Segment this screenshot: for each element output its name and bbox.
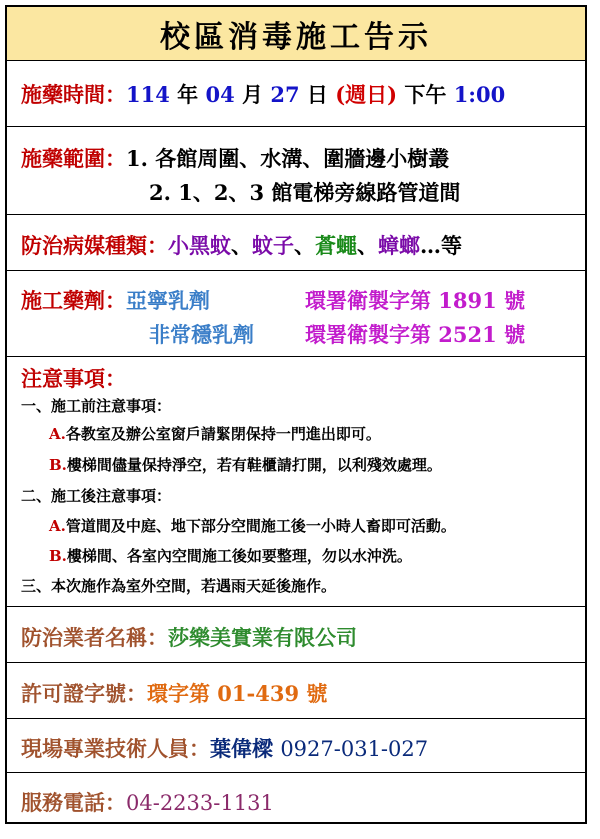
notes-label: 注意事項： [21, 366, 126, 391]
notes-1a-letter: A. [49, 425, 66, 443]
scope-row [7, 127, 585, 215]
notes-1a [49, 423, 381, 444]
time-label: 施藥時間： [21, 82, 126, 107]
technician-label: 現場專業技術人員： [21, 736, 210, 761]
pest-2: 蚊子 [252, 233, 294, 258]
time-day-unit: 日 [306, 82, 328, 107]
title-bar [7, 7, 585, 61]
chemical-1-name: 亞寧乳劑 [126, 288, 210, 313]
service-phone: 04-2233-1131 [126, 791, 274, 815]
time-row [7, 61, 585, 127]
pests-tail: …等 [420, 233, 462, 258]
time-day: 27 [270, 82, 300, 107]
notes-2a-letter: A. [49, 517, 66, 535]
notes-1a-text: 各教室及辦公室窗戶請緊閉保持一門進出即可。 [65, 425, 381, 443]
notes-2b [49, 545, 412, 566]
pest-sep-1: 、 [231, 233, 252, 258]
company-line [21, 622, 357, 652]
pest-4: 蟑螂 [378, 233, 420, 258]
scope-line-2 [149, 177, 460, 207]
technician-phone: 0927-031-027 [280, 737, 429, 761]
permit-number: 環字第 01-439 號 [147, 681, 328, 706]
company-name: 莎樂美實業有限公司 [168, 625, 357, 650]
scope-item-2: 2. 1、2、3 館電梯旁線路管道間 [149, 180, 461, 205]
pests-line [21, 230, 462, 260]
time-month: 04 [205, 82, 235, 107]
notice-sheet [5, 5, 587, 824]
company-row [7, 607, 585, 663]
notes-2b-letter: B. [49, 547, 67, 565]
notes-2a [49, 515, 456, 536]
notes-section-3 [21, 575, 336, 596]
pest-sep-3: 、 [357, 233, 378, 258]
service-line [21, 787, 274, 817]
notes-section-3-num: 三、 [21, 577, 52, 595]
scope-label: 施藥範圍： [21, 146, 126, 171]
chemical-2-reg: 環署衛製字第 2521 號 [305, 322, 526, 347]
notes-section-3-text: 本次施作為室外空間，若遇雨天延後施作。 [51, 577, 337, 595]
notes-section-2-title: 二、施工後注意事項： [21, 487, 172, 505]
chemical-2-name: 非常穩乳劑 [149, 322, 254, 347]
time-weekday: (週日) [335, 82, 398, 107]
technician-row [7, 719, 585, 773]
notes-section-1 [21, 395, 171, 416]
time-period: 下午 [404, 82, 447, 107]
pests-row [7, 215, 585, 271]
time-clock: 1:00 [453, 82, 506, 107]
time-month-unit: 月 [242, 82, 264, 107]
scope-line-1 [21, 143, 449, 173]
time-year-unit: 年 [177, 82, 199, 107]
notes-1b-letter: B. [49, 456, 67, 474]
chemicals-row [7, 271, 585, 357]
time-line [21, 79, 505, 109]
pest-sep-2: 、 [294, 233, 315, 258]
notes-row [7, 357, 585, 607]
company-label: 防治業者名稱： [21, 625, 168, 650]
permit-label: 許可證字號： [21, 681, 147, 706]
notes-2b-text: 樓梯間、各室內空間施工後如要整理，勿以水沖洗。 [66, 547, 412, 565]
notes-2a-text: 管道間及中庭、地下部分空間施工後一小時人畜即可活動。 [65, 517, 456, 535]
time-year: 114 [126, 82, 170, 107]
permit-row [7, 663, 585, 719]
notes-1b-text: 樓梯間儘量保持淨空，若有鞋櫃請打開，以利殘效處理。 [66, 456, 442, 474]
scope-item-1: 1. 各館周圍、水溝、圍牆邊小樹叢 [126, 146, 450, 171]
pest-1: 小黑蚊 [168, 233, 231, 258]
chemical-1-reg: 環署衛製字第 1891 號 [305, 288, 526, 313]
chemical-line-1 [21, 285, 210, 315]
technician-name: 葉偉樑 [210, 736, 273, 761]
pests-label: 防治病媒種類： [21, 233, 168, 258]
notes-section-1-title: 一、施工前注意事項： [21, 397, 172, 415]
notes-section-2 [21, 485, 171, 506]
service-label: 服務電話： [21, 790, 126, 815]
notice-title: 校區消毒施工告示 [160, 19, 432, 55]
permit-line [21, 678, 327, 708]
notes-1b [49, 454, 442, 475]
pest-3: 蒼蠅 [315, 233, 357, 258]
service-row [7, 773, 585, 826]
chemicals-label: 施工藥劑： [21, 288, 126, 313]
technician-line [21, 733, 428, 763]
